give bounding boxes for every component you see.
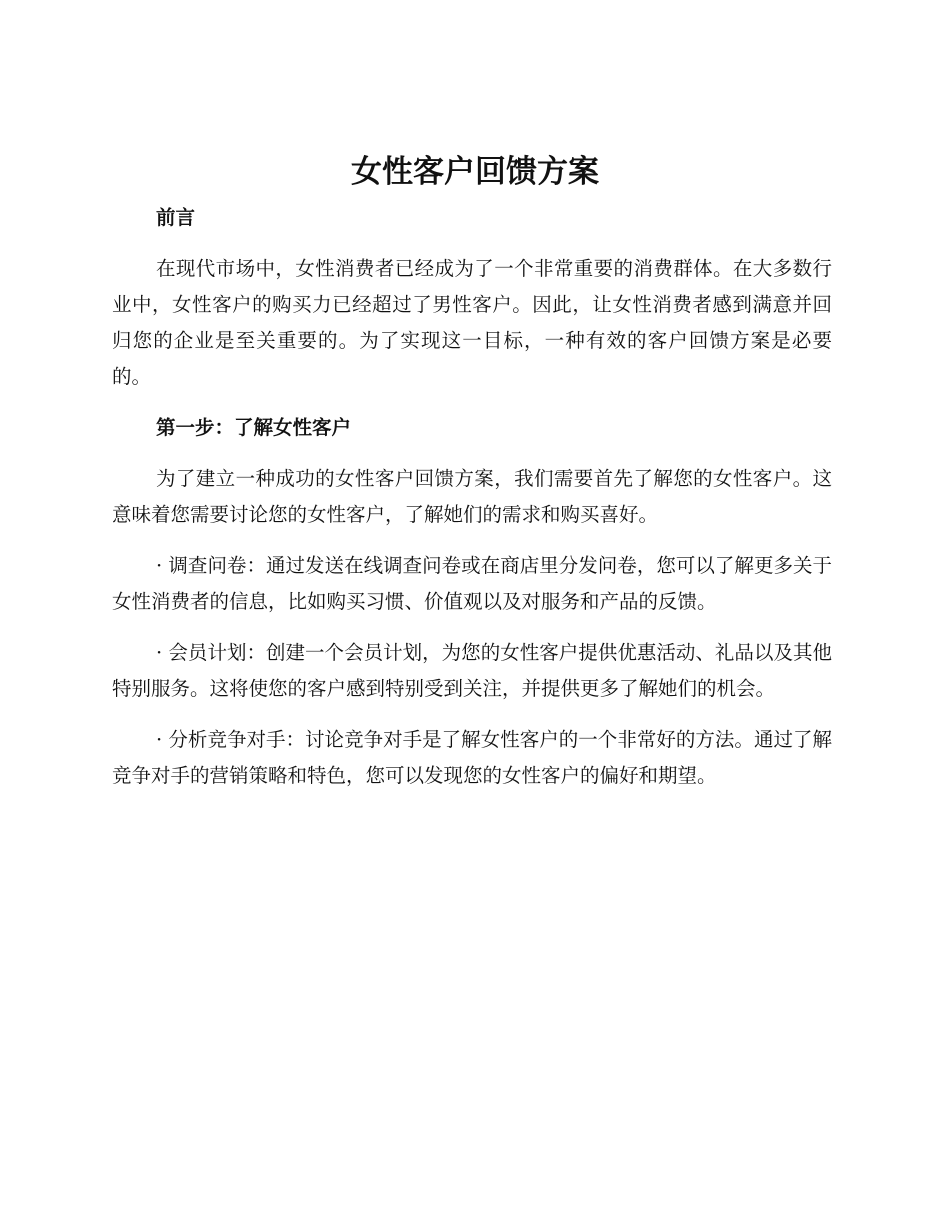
step-one-intro-paragraph: 为了建立一种成功的女性客户回馈方案，我们需要首先了解您的女性客户。这意味着您需要讨论您的女性客户，了解她们的需求和购买喜好。	[112, 467, 832, 526]
bullet-survey-paragraph: · 调查问卷：通过发送在线调查问卷或在商店里分发问卷，您可以了解更多关于女性消费者的信息，比如购买习惯、价值观以及对服务和产品的反馈。	[112, 554, 832, 613]
preface-paragraph: 在现代市场中，女性消费者已经成为了一个非常重要的消费群体。在大多数行业中，女性客户的购买力已经超过了男性客户。因此，让女性消费者感到满意并回归您的企业是至关重要的。为了实现这一目标，一种有效的客户回馈方案是必要的。	[112, 257, 832, 388]
bullet-membership-paragraph: · 会员计划：创建一个会员计划，为您的女性客户提供优惠活动、礼品以及其他特别服务。这将使您的客户感到特别受到关注，并提供更多了解她们的机会。	[112, 641, 832, 700]
section-heading-step-one: 第一步：了解女性客户	[156, 416, 352, 439]
document-body	[112, 200, 832, 809]
document-title: 女性客户回馈方案	[351, 154, 599, 190]
section-heading-preface: 前言	[156, 206, 196, 229]
bullet-competitor-paragraph: · 分析竞争对手：讨论竞争对手是了解女性客户的一个非常好的方法。通过了解竞争对手的营销策略和特色，您可以发现您的女性客户的偏好和期望。	[112, 728, 832, 787]
